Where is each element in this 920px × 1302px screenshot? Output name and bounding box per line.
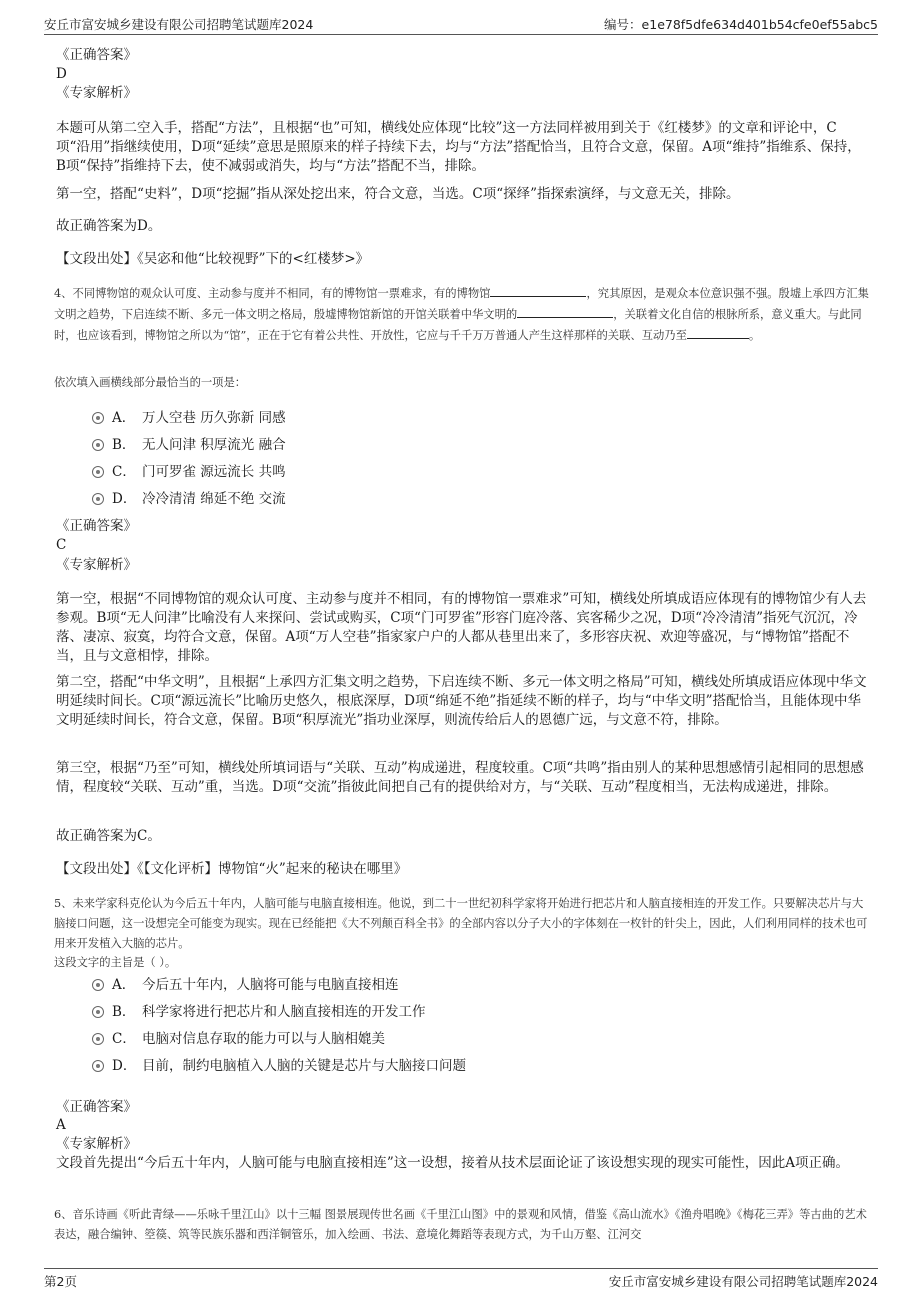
- analysis-label: 《专家解析》: [56, 557, 137, 573]
- answer-label: 《正确答案》: [56, 518, 137, 534]
- page-number: 第2页: [44, 1274, 77, 1289]
- analysis-paragraph: 第三空，根据“乃至”可知，横线处所填词语与“关联、互动”构成递进，程度较重。C项“共鸣”指由别人的某种思想感情引起相同的思想感情，程度较“关联、互动”重，当选。D项“交流”指彼此间把自己有的提供给对方，与“关联、互动”程度相当，无法构成递进，排除。: [56, 760, 864, 795]
- answer-value: A: [56, 1117, 66, 1133]
- question-prompt: 依次填入画横线部分最恰当的一项是：: [54, 376, 247, 389]
- option-b[interactable]: B． 科学家将进行把芯片和人脑直接相连的开发工作: [92, 1002, 426, 1022]
- answer-value: D: [56, 66, 67, 82]
- radio-icon[interactable]: [92, 439, 104, 451]
- radio-icon[interactable]: [92, 1060, 104, 1072]
- option-a[interactable]: A． 今后五十年内，人脑将可能与电脑直接相连: [92, 975, 399, 995]
- analysis-paragraph: 第一空，搭配“史料”，D项“挖掘”指从深处挖出来，符合文意，当选。C项“探绎”指探索演绎，与文意无关，排除。: [56, 186, 740, 202]
- answer-value: C: [56, 537, 67, 553]
- radio-icon[interactable]: [92, 412, 104, 424]
- option-a[interactable]: A． 万人空巷 历久弥新 同感: [92, 408, 286, 428]
- fill-blank: [687, 325, 749, 339]
- answer-label: 《正确答案》: [56, 1099, 137, 1115]
- analysis-label: 《专家解析》: [56, 1136, 137, 1152]
- page-footer: [44, 1268, 878, 1289]
- radio-icon[interactable]: [92, 493, 104, 505]
- page-header: [44, 14, 878, 35]
- answer-label: 《正确答案》: [56, 47, 137, 63]
- question-stem: 4、不同博物馆的观众认可度、主动参与度并不相同，有的博物馆一票难求，有的博物馆 ，究其原因，是观众本位意识强不强。殷墟上承四方汇集文明之趋势，下启连续不断、多元一体文明之格局，殷墟博物馆新馆的开馆关联着中华文明的 ，关联着文化自信的根脉所系，意义重大。与此同时，也应该看到，博物馆之所以为“馆”，正在于它有着公共性、开放性，它应与千千万万普通人产生这样那样的关联、互动乃至 。: [54, 283, 870, 346]
- radio-icon[interactable]: [92, 979, 104, 991]
- source-citation: 【文段出处】《吴宓和他“比较视野”下的<红楼梦>》: [56, 251, 370, 267]
- option-b[interactable]: B． 无人问津 积厚流光 融合: [92, 435, 286, 455]
- radio-icon[interactable]: [92, 1033, 104, 1045]
- question-stem: 5、未来学家科克伦认为今后五十年内，人脑可能与电脑直接相连。他说，到二十一世纪初科学家将开始进行把芯片和人脑直接相连的开发工作。只要解决芯片与大脑接口问题，这一设想完全可能变为现实。现在已经能把《大不列颠百科全书》的全部内容以分子大小的字体刻在一枚针的针尖上，因此，人们利用同样的技术也可用来开发植入大脑的芯片。: [54, 897, 868, 950]
- option-d[interactable]: D． 目前，制约电脑植入人脑的关键是芯片与大脑接口问题: [92, 1056, 466, 1076]
- analysis-paragraph: 本题可从第二空入手，搭配“方法”，且根据“也”可知，横线处应体现“比较”这一方法同样被用到关于《红楼梦》的文章和评论中，C项“沿用”指继续使用，D项“延续”意思是照原来的样子持续下去，均与“方法”搭配恰当，且符合文意，保留。A项“维持”指维系、保持，B项“保持”指维持下去，使不减弱或消失，均与“方法”搭配不当，排除。: [56, 120, 861, 174]
- analysis-label: 《专家解析》: [56, 85, 137, 101]
- analysis-paragraph: 第二空，搭配“中华文明”，且根据“上承四方汇集文明之趋势，下启连续不断、多元一体文明之格局”可知，横线处所填成语应体现中华文明延续时间长。C项“源远流长”比喻历史悠久，根底深厚，D项“绵延不绝”指延续不断的样子，均与“中华文明”搭配恰当，且能体现中华文明延续时间长，符合文意，保留。B项“积厚流光”指功业深厚，则流传给后人的恩德广远，与文意不符，排除。: [56, 674, 867, 728]
- question-prompt: 这段文字的主旨是（ ）。: [54, 956, 177, 969]
- fill-blank: [517, 304, 613, 318]
- radio-icon[interactable]: [92, 1006, 104, 1018]
- radio-icon[interactable]: [92, 466, 104, 478]
- question-stem: 6、音乐诗画《听此青绿——乐咏千里江山》以十三幅 图景展现传世名画《千里江山图》中的景观和风情，借鉴《高山流水》《渔舟唱晚》《梅花三弄》等古曲的艺术表达，融合编钟、箜篌、筑等民族乐器和西洋铜管乐，加入绘画、书法、意境化舞蹈等表现方式，为千山万壑、江河交: [54, 1208, 867, 1241]
- option-d[interactable]: D． 冷冷清清 绵延不绝 交流: [92, 489, 286, 509]
- option-c[interactable]: C． 电脑对信息存取的能力可以与人脑相媲美: [92, 1029, 385, 1049]
- source-citation: 【文段出处】《【文化评析】博物馆“火”起来的秘诀在哪里》: [56, 861, 408, 877]
- analysis-paragraph: 文段首先提出“今后五十年内，人脑可能与电脑直接相连”这一设想，接着从技术层面论证了该设想实现的现实可能性，因此A项正确。: [56, 1155, 850, 1171]
- option-c[interactable]: C． 门可罗雀 源远流长 共鸣: [92, 462, 286, 482]
- fill-blank: [490, 283, 586, 297]
- analysis-paragraph: 第一空，根据“不同博物馆的观众认可度、主动参与度并不相同，有的博物馆一票难求”可知，横线处所填成语应体现有的博物馆少有人去参观。B项“无人问津”比喻没有人来探问、尝试或购买，C项“门可罗雀”形容门庭冷落、宾客稀少之况，D项“冷冷清清”指死气沉沉，冷落、凄凉、寂寞，均符合文意，保留。A项“万人空巷”指家家户户的人都从巷里出来了，多形容庆祝、欢迎等盛况，与“博物馆”搭配不当，且与文意相悖，排除。: [56, 591, 867, 664]
- analysis-conclusion: 故正确答案为C。: [56, 828, 161, 844]
- header-doc-id: 编号：e1e78f5dfe634d401b54cfe0ef55abc5: [604, 17, 878, 32]
- header-title: 安丘市富安城乡建设有限公司招聘笔试题库2024: [44, 17, 314, 32]
- footer-title: 安丘市富安城乡建设有限公司招聘笔试题库2024: [608, 1274, 878, 1289]
- analysis-conclusion: 故正确答案为D。: [56, 218, 162, 234]
